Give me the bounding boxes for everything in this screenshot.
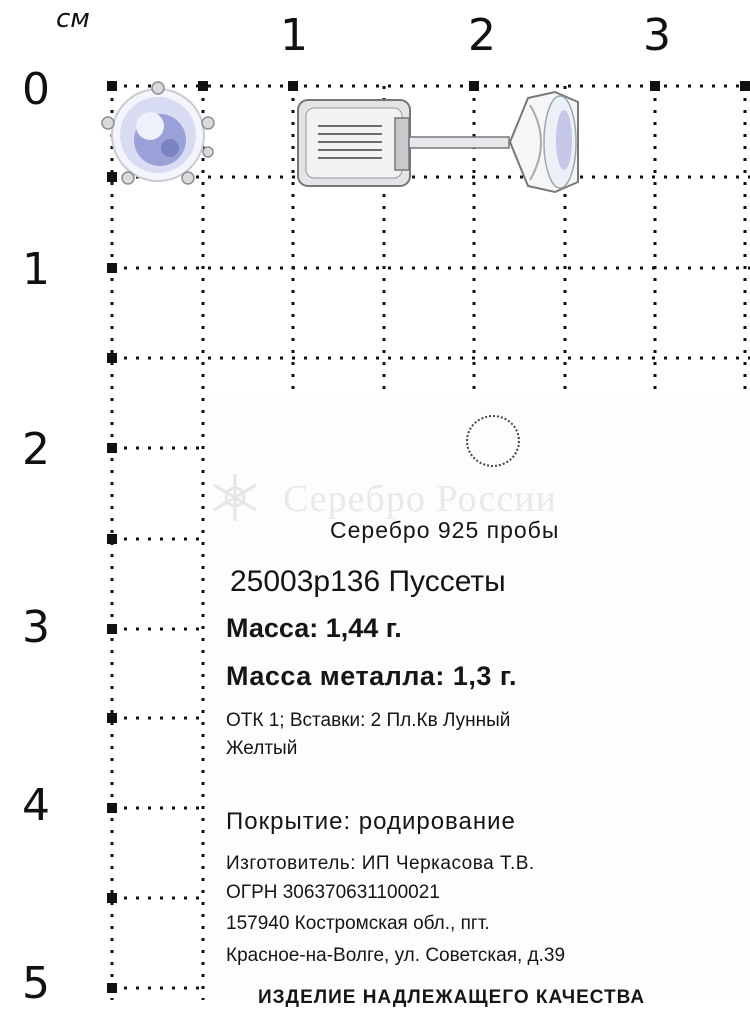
product-label-tag: [208, 395, 750, 1008]
address-line-1: 157940 Костромская обл., пгт.: [226, 913, 490, 934]
x-tick-1: 1: [280, 10, 308, 61]
article-title: 25003р136 Пуссеты: [230, 565, 506, 598]
insert-color: Желтый: [226, 738, 298, 759]
coating-line: Покрытие: родирование: [226, 808, 516, 835]
earring-front-view: [102, 82, 214, 184]
snowflake-logo-icon: [208, 470, 263, 525]
y-tick-1: 1: [22, 244, 50, 295]
y-tick-2: 2: [22, 424, 50, 475]
otk-inserts: ОТК 1; Вставки: 2 Пл.Кв Лунный: [226, 710, 511, 731]
silver-grade: Серебро 925 пробы: [330, 517, 560, 543]
mass-value: Масса: 1,44 г.: [226, 613, 402, 643]
y-tick-0: 0: [22, 64, 50, 115]
y-tick-3: 3: [22, 602, 50, 653]
metal-mass-value: Масса металла: 1,3 г.: [226, 661, 517, 691]
x-tick-3: 3: [643, 10, 671, 61]
unit-label: см: [56, 4, 90, 34]
brand-watermark: Серебро России: [283, 478, 557, 520]
y-tick-4: 4: [22, 780, 50, 831]
y-tick-5: 5: [22, 958, 50, 1009]
quality-line-cut: ИЗДЕЛИЕ НАДЛЕЖАЩЕГО КАЧЕСТВА: [258, 987, 646, 1008]
ogrn-number: ОГРН 306370631100021: [226, 882, 440, 903]
tag-hole: [466, 415, 520, 467]
address-line-2: Красное-на-Волге, ул. Советская, д.39: [226, 945, 566, 966]
x-tick-2: 2: [468, 10, 496, 61]
manufacturer: Изготовитель: ИП Черкасова Т.В.: [226, 853, 535, 874]
